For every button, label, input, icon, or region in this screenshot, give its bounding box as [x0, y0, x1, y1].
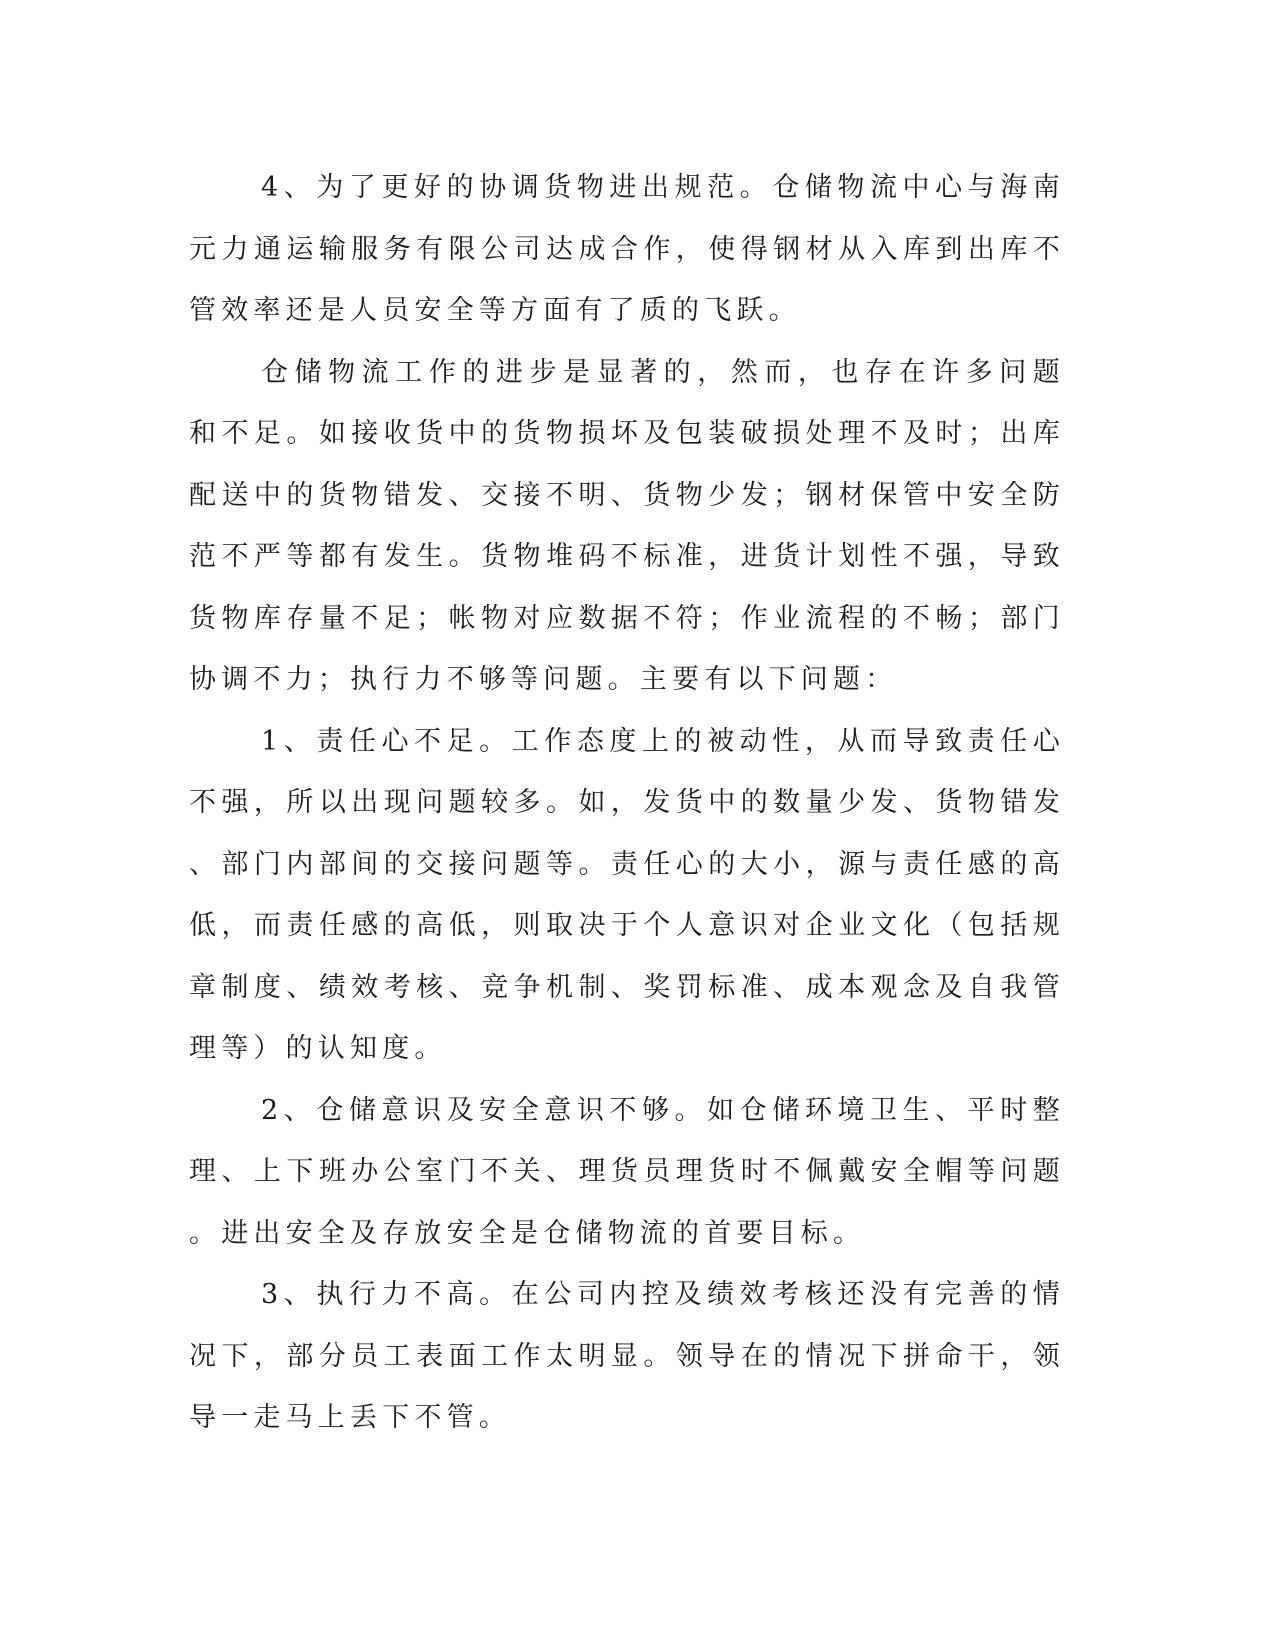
paragraph-item-1-responsibility: 1、责任心不足。工作态度上的被动性，从而导致责任心不强，所以出现问题较多。如，发货中的数量少发、货物错发、部门内部间的交接问题等。责任心的大小，源与责任感的高低，而责任感的高低，则取决于个人意识对企业文化（包括规章制度、绩效考核、竞争机制、奖罚标准、成本观念及自我管理等）的认知度。: [189, 725, 1065, 1064]
paragraph-item-2-safety-awareness: 2、仓储意识及安全意识不够。如仓储环境卫生、平时整理、上下班办公室门不关、理货员理货时不佩戴安全帽等问题。进出安全及存放安全是仓储物流的首要目标。: [189, 1094, 1065, 1249]
paragraph-item-4-cooperation: 4、为了更好的协调货物进出规范。仓储物流中心与海南元力通运输服务有限公司达成合作，使得钢材从入库到出库不管效率还是人员安全等方面有了质的飞跃。: [189, 172, 1065, 326]
document-body: [189, 157, 1065, 1449]
paragraph-problems-overview: 仓储物流工作的进步是显著的，然而，也存在许多问题和不足。如接收货中的货物损坏及包装破损处理不及时；出库配送中的货物错发、交接不明、货物少发；钢材保管中安全防范不严等都有发生。货物堆码不标准，进货计划性不强，导致货物库存量不足；帐物对应数据不符；作业流程的不畅；部门协调不力；执行力不够等问题。主要有以下问题：: [189, 356, 1065, 695]
paragraph-item-3-execution: 3、执行力不高。在公司内控及绩效考核还没有完善的情况下，部分员工表面工作太明显。领导在的情况下拼命干，领导一走马上丢下不管。: [189, 1279, 1065, 1433]
